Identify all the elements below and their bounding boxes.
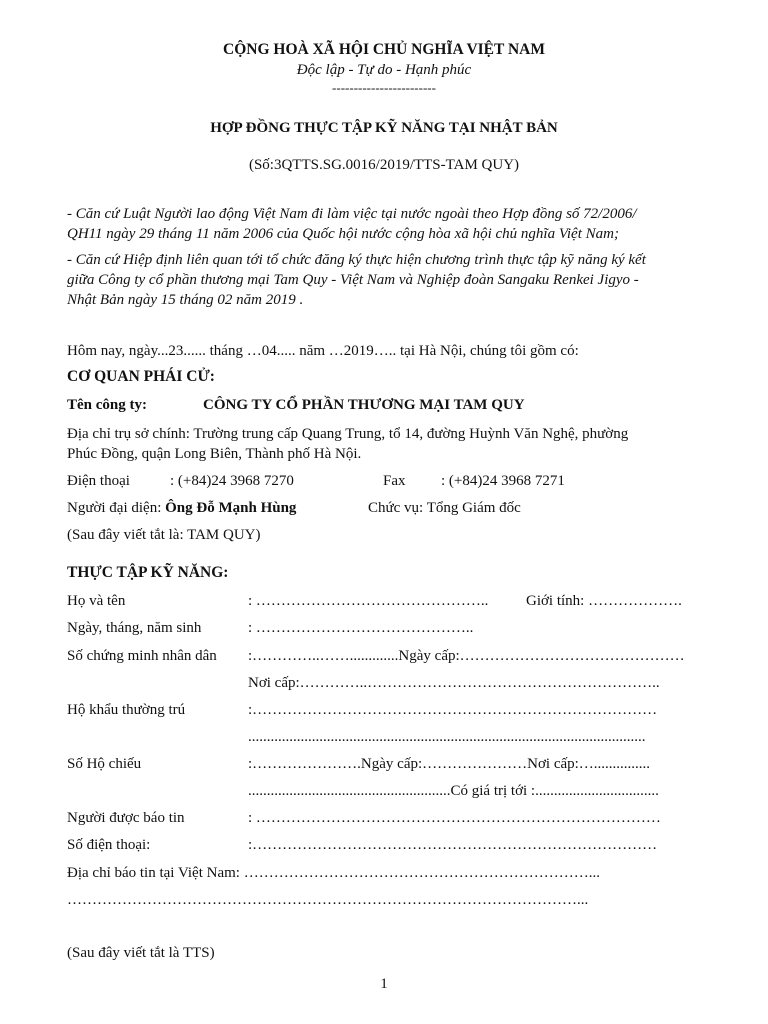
trainee-phone-label: Số điện thoại: <box>67 837 151 853</box>
nation-heading: CỘNG HOÀ XÃ HỘI CHỦ NGHĨA VIỆT NAM <box>223 41 545 58</box>
representative <box>67 499 296 517</box>
trainee-abbreviation: (Sau đây viết tắt là TTS) <box>67 945 215 961</box>
trainee-id-field: :…………..…….............Ngày cấp:……………………………………… <box>248 648 685 664</box>
trainee-notify-label: Người được báo tin <box>67 810 185 826</box>
basis-line: Nhật Bản ngày 15 tháng 02 năm 2019 . <box>67 292 304 308</box>
company-label: Tên công ty: <box>67 397 147 413</box>
trainee-vn-address-field: …………………………………………………………………………………………... <box>67 892 589 908</box>
trainee-dob-field: : …………………………………….. <box>248 620 474 636</box>
contract-title: HỢP ĐỒNG THỰC TẬP KỸ NĂNG TẠI NHẬT BẢN <box>210 120 558 136</box>
sending-agency-heading: CƠ QUAN PHÁI CỬ: <box>67 368 215 385</box>
representative-label: Người đại diện: <box>67 500 166 516</box>
address-line: Phúc Đồng, quận Long Biên, Thành phố Hà Nội. <box>67 446 362 462</box>
phone-value: : (+84)24 3968 7270 <box>170 473 294 489</box>
motto: Độc lập - Tự do - Hạnh phúc <box>296 62 472 78</box>
fax-value: : (+84)24 3968 7271 <box>441 473 565 489</box>
page-number: 1 <box>380 976 388 992</box>
phone-label: Điện thoại <box>67 473 130 489</box>
basis-item <box>67 204 637 244</box>
basis-line: QH11 ngày 29 tháng 11 năm 2006 của Quốc hội nước cộng hòa xã hội chủ nghĩa Việt Nam; <box>67 226 619 242</box>
trainee-heading: THỰC TẬP KỸ NĂNG: <box>67 564 229 581</box>
trainee-passport-label: Số Hộ chiếu <box>67 756 142 772</box>
agency-abbreviation: (Sau đây viết tắt là: TAM QUY) <box>67 527 261 543</box>
trainee-name-field: : ……………………………………….. <box>248 593 489 609</box>
trainee-residence-field: :……………………………………………………………………… <box>248 702 658 718</box>
trainee-notify-field: : ……………………………………………………………………… <box>248 810 661 826</box>
address-line: Địa chỉ trụ sở chính: Trường trung cấp Quang Trung, tổ 14, đường Huỳnh Văn Nghệ, phường <box>67 426 629 442</box>
trainee-passport-field: :………………….Ngày cấp:…………………Nơi cấp:…............... <box>248 756 651 772</box>
trainee-id-place-field: Nơi cấp:…………..………………………………………………….. <box>248 675 660 691</box>
representative-name: Ông Đỗ Mạnh Hùng <box>165 500 297 516</box>
trainee-id-label: Số chứng minh nhân dân <box>67 648 217 664</box>
fax-label: Fax <box>383 473 406 489</box>
intro-line: Hôm nay, ngày...23...... tháng …04..... năm …2019….. tại Hà Nội, chúng tôi gồm có: <box>67 343 579 359</box>
basis-line: - Căn cứ Hiệp định liên quan tới tổ chức đăng ký thực hiện chương trình thực tập kỹ năng ký kết <box>67 252 646 268</box>
company-address <box>67 424 628 464</box>
trainee-phone-field: :……………………………………………………………………… <box>248 837 658 853</box>
trainee-vn-address-line: Địa chỉ báo tin tại Việt Nam: ……………………………………………………………... <box>67 865 600 881</box>
trainee-gender-field: Giới tính: ………………. <box>526 593 682 609</box>
trainee-residence-field-2: .......................................................................................................... <box>248 729 646 745</box>
trainee-residence-label: Hộ khẩu thường trú <box>67 702 186 718</box>
basis-line: giữa Công ty cổ phần thương mại Tam Quy - Việt Nam và Nghiệp đoàn Sangaku Renkei Jigyo - <box>67 272 639 288</box>
trainee-passport-validity-field: ......................................................Có giá trị tới :................................. <box>248 783 659 799</box>
trainee-name-label: Họ và tên <box>67 593 126 609</box>
representative-position: Chức vụ: Tổng Giám đốc <box>368 500 521 516</box>
header-divider: ------------------------ <box>332 80 436 95</box>
company-name: CÔNG TY CỔ PHẦN THƯƠNG MẠI TAM QUY <box>203 397 525 413</box>
trainee-dob-label: Ngày, tháng, năm sinh <box>67 620 202 636</box>
basis-item <box>67 250 646 310</box>
basis-line: - Căn cứ Luật Người lao động Việt Nam đi làm việc tại nước ngoài theo Hợp đồng số 72/2006/ <box>67 206 637 222</box>
contract-number: (Số:3QTTS.SG.0016/2019/TTS-TAM QUY) <box>248 157 520 173</box>
